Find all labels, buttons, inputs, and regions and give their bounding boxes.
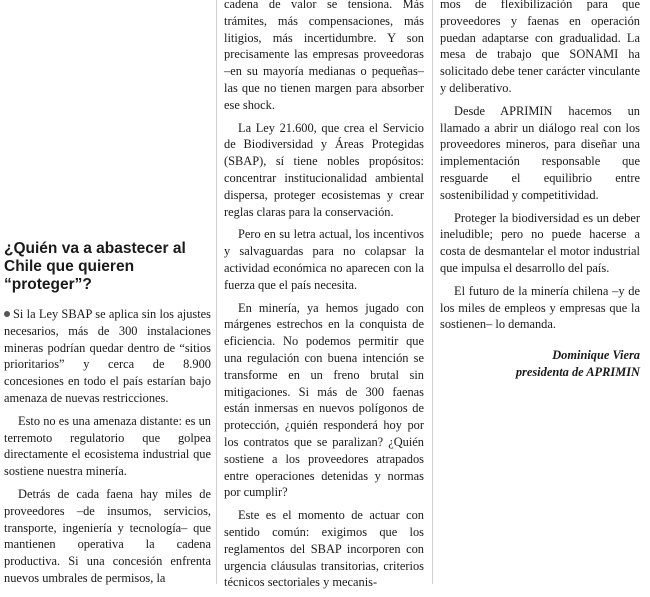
paragraph-text: Si la Ley SBAP se aplica sin los ajustes necesarios, más de 300 instalaciones mineras podrían quedar dentro de “sitios prioritarios” y cerca de 8.900 concesiones en todo el país estarían bajo amenaza de nuevas restricciones. [4, 307, 211, 405]
paragraph: Este es el momento de actuar con sentido común: exigimos que los reglamentos del SBAP incorporen con urgencia cláusulas transitorias, criterios técnicos sectoriales y mecanis- [224, 508, 424, 590]
paragraph: Pero en su letra actual, los incentivos y salvaguardas para no colapsar la actividad económica no aparecen con la fuerza que el país necesita. [224, 227, 424, 292]
paragraph: cadena de valor se tensiona. Más trámites, más compensaciones, más litigios, más incertidumbre. Y son precisamente las empresas proveedoras –en su mayoría medianas o pequeñas– las que no tienen margen para absorber ese shock. [224, 0, 424, 112]
paragraph: Esto no es una amenaza distante: es un terremoto regulatorio que golpea directamente el ecosistema industrial que sostiene nuestra minería. [4, 413, 211, 479]
paragraph [4, 306, 211, 407]
paragraph: Detrás de cada faena hay miles de proveedores –de insumos, servicios, transporte, ingeniería y tecnología– que mantienen operativa la cadena productiva. Si una concesión enfrenta nuevos umbrales de permisos, la [4, 486, 211, 585]
author-name: Dominique Viera [552, 348, 640, 363]
paragraph: Desde APRIMIN hacemos un llamado a abrir un diálogo real con los proveedores mineros, para diseñar una implementación responsable que resguarde el equilibrio entre sostenibilidad y competitividad. [440, 103, 640, 202]
article-column-2 [224, 0, 424, 597]
article-column-1 [4, 240, 211, 593]
bullet-icon [4, 311, 10, 317]
paragraph: Proteger la biodiversidad es un deber ineludible; pero no puede hacerse a costa de desmantelar el motor industrial que impulsa el desarrollo del país. [440, 210, 640, 275]
paragraph: El futuro de la minería chilena –y de los miles de empleos y empresas que la sostienen– lo demanda. [440, 283, 640, 332]
paragraph: La Ley 21.600, que crea el Servicio de Biodiversidad y Áreas Protegidas (SBAP), sí tiene nobles propósitos: concentrar institucionalidad ambiental dispersa, proteger ecosistemas y crear reglas claras para la conservación. [224, 120, 424, 219]
paragraph: mos de flexibilización para que proveedores y faenas en operación puedan adaptarse con gradualidad. La mesa de trabajo que SONAMI ha solicitado debe tener carácter vinculante y deliberativo. [440, 0, 640, 95]
subheadline: ¿Quién va a abastecer al Chile que quieren “proteger”? [4, 240, 186, 293]
paragraph: En minería, ya hemos jugado con márgenes estrechos en la conquista de eficiencia. No podemos permitir que una regulación con buena intención se transforme en un freno brutal sin mitigaciones. Si más de 300 faenas están inmersas en nuevos polígonos de protección, ¿quién responderá hoy por los contratos que se paralizan? ¿Quién sostiene a los proveedores atrapados entre operaciones detenidas y normas por cumplir? [224, 300, 424, 500]
column-divider [432, 0, 433, 584]
article-column-3 [440, 0, 640, 381]
column-divider [216, 0, 217, 584]
author-role: presidenta de APRIMIN [515, 364, 640, 379]
author-signature [440, 347, 640, 381]
